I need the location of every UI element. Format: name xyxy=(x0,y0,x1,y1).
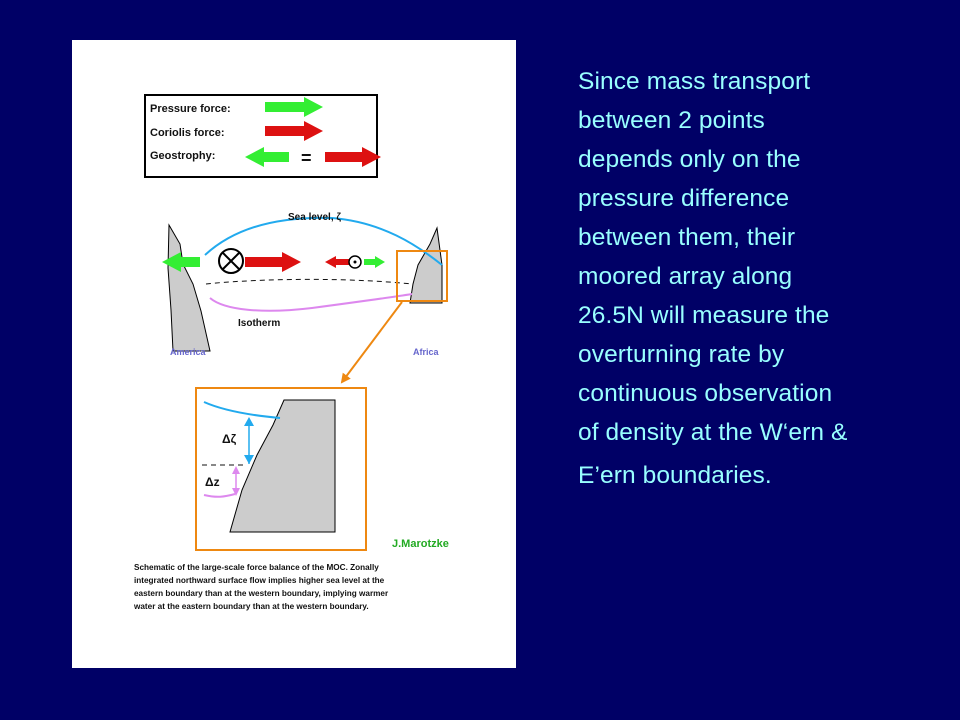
body-text-line: depends only on the xyxy=(578,146,801,173)
body-text-line: of density at the W‘ern & xyxy=(578,419,848,446)
reference-level-dashed-line xyxy=(206,279,412,284)
body-text-line: overturning rate by xyxy=(578,341,785,368)
body-text-line: between 2 points xyxy=(578,107,765,134)
sea-level-label: Sea level, ζ xyxy=(288,212,341,223)
legend-coriolis-label: Coriolis force: xyxy=(150,127,225,139)
delta-zeta-label: Δζ xyxy=(222,432,237,446)
body-text-line: continuous observation xyxy=(578,380,833,407)
body-text-line: 26.5N will measure the xyxy=(578,302,830,329)
delta-z-label: Δz xyxy=(205,475,220,489)
zoom-pointer-arrow xyxy=(342,302,402,382)
eastern-coriolis-arrow xyxy=(325,256,350,268)
caption-line: integrated northward surface flow implies higher sea level at the xyxy=(134,576,385,585)
legend-equals-sign: = xyxy=(301,148,312,168)
figure-panel xyxy=(72,40,516,668)
legend-geostrophy-label: Geostrophy: xyxy=(150,150,216,162)
credit-label: J.Marotzke xyxy=(392,538,449,550)
body-text-line: E’ern boundaries. xyxy=(578,462,772,489)
body-text-line: pressure difference xyxy=(578,185,790,212)
america-landmass xyxy=(168,225,210,351)
legend-pressure-label: Pressure force: xyxy=(150,103,231,115)
force-balance-schematic xyxy=(72,40,516,668)
western-coriolis-arrow xyxy=(245,252,301,272)
caption-line: eastern boundary than at the western boundary, implying warmer xyxy=(134,589,389,598)
america-label: America xyxy=(170,347,206,357)
body-text-line: moored array along xyxy=(578,263,793,290)
body-text-line: Since mass transport xyxy=(578,68,811,95)
africa-label: Africa xyxy=(413,347,439,357)
eastern-pressure-arrow xyxy=(364,256,385,268)
caption-line: Schematic of the large-scale force balance of the MOC. Zonally xyxy=(134,563,379,572)
body-text-line: between them, their xyxy=(578,224,796,251)
isotherm-label: Isotherm xyxy=(238,318,281,329)
caption-line: water at the eastern boundary than at the western boundary. xyxy=(134,602,369,611)
isotherm-line xyxy=(210,294,412,311)
slide-body-text xyxy=(578,62,948,495)
africa-landmass xyxy=(410,228,442,303)
